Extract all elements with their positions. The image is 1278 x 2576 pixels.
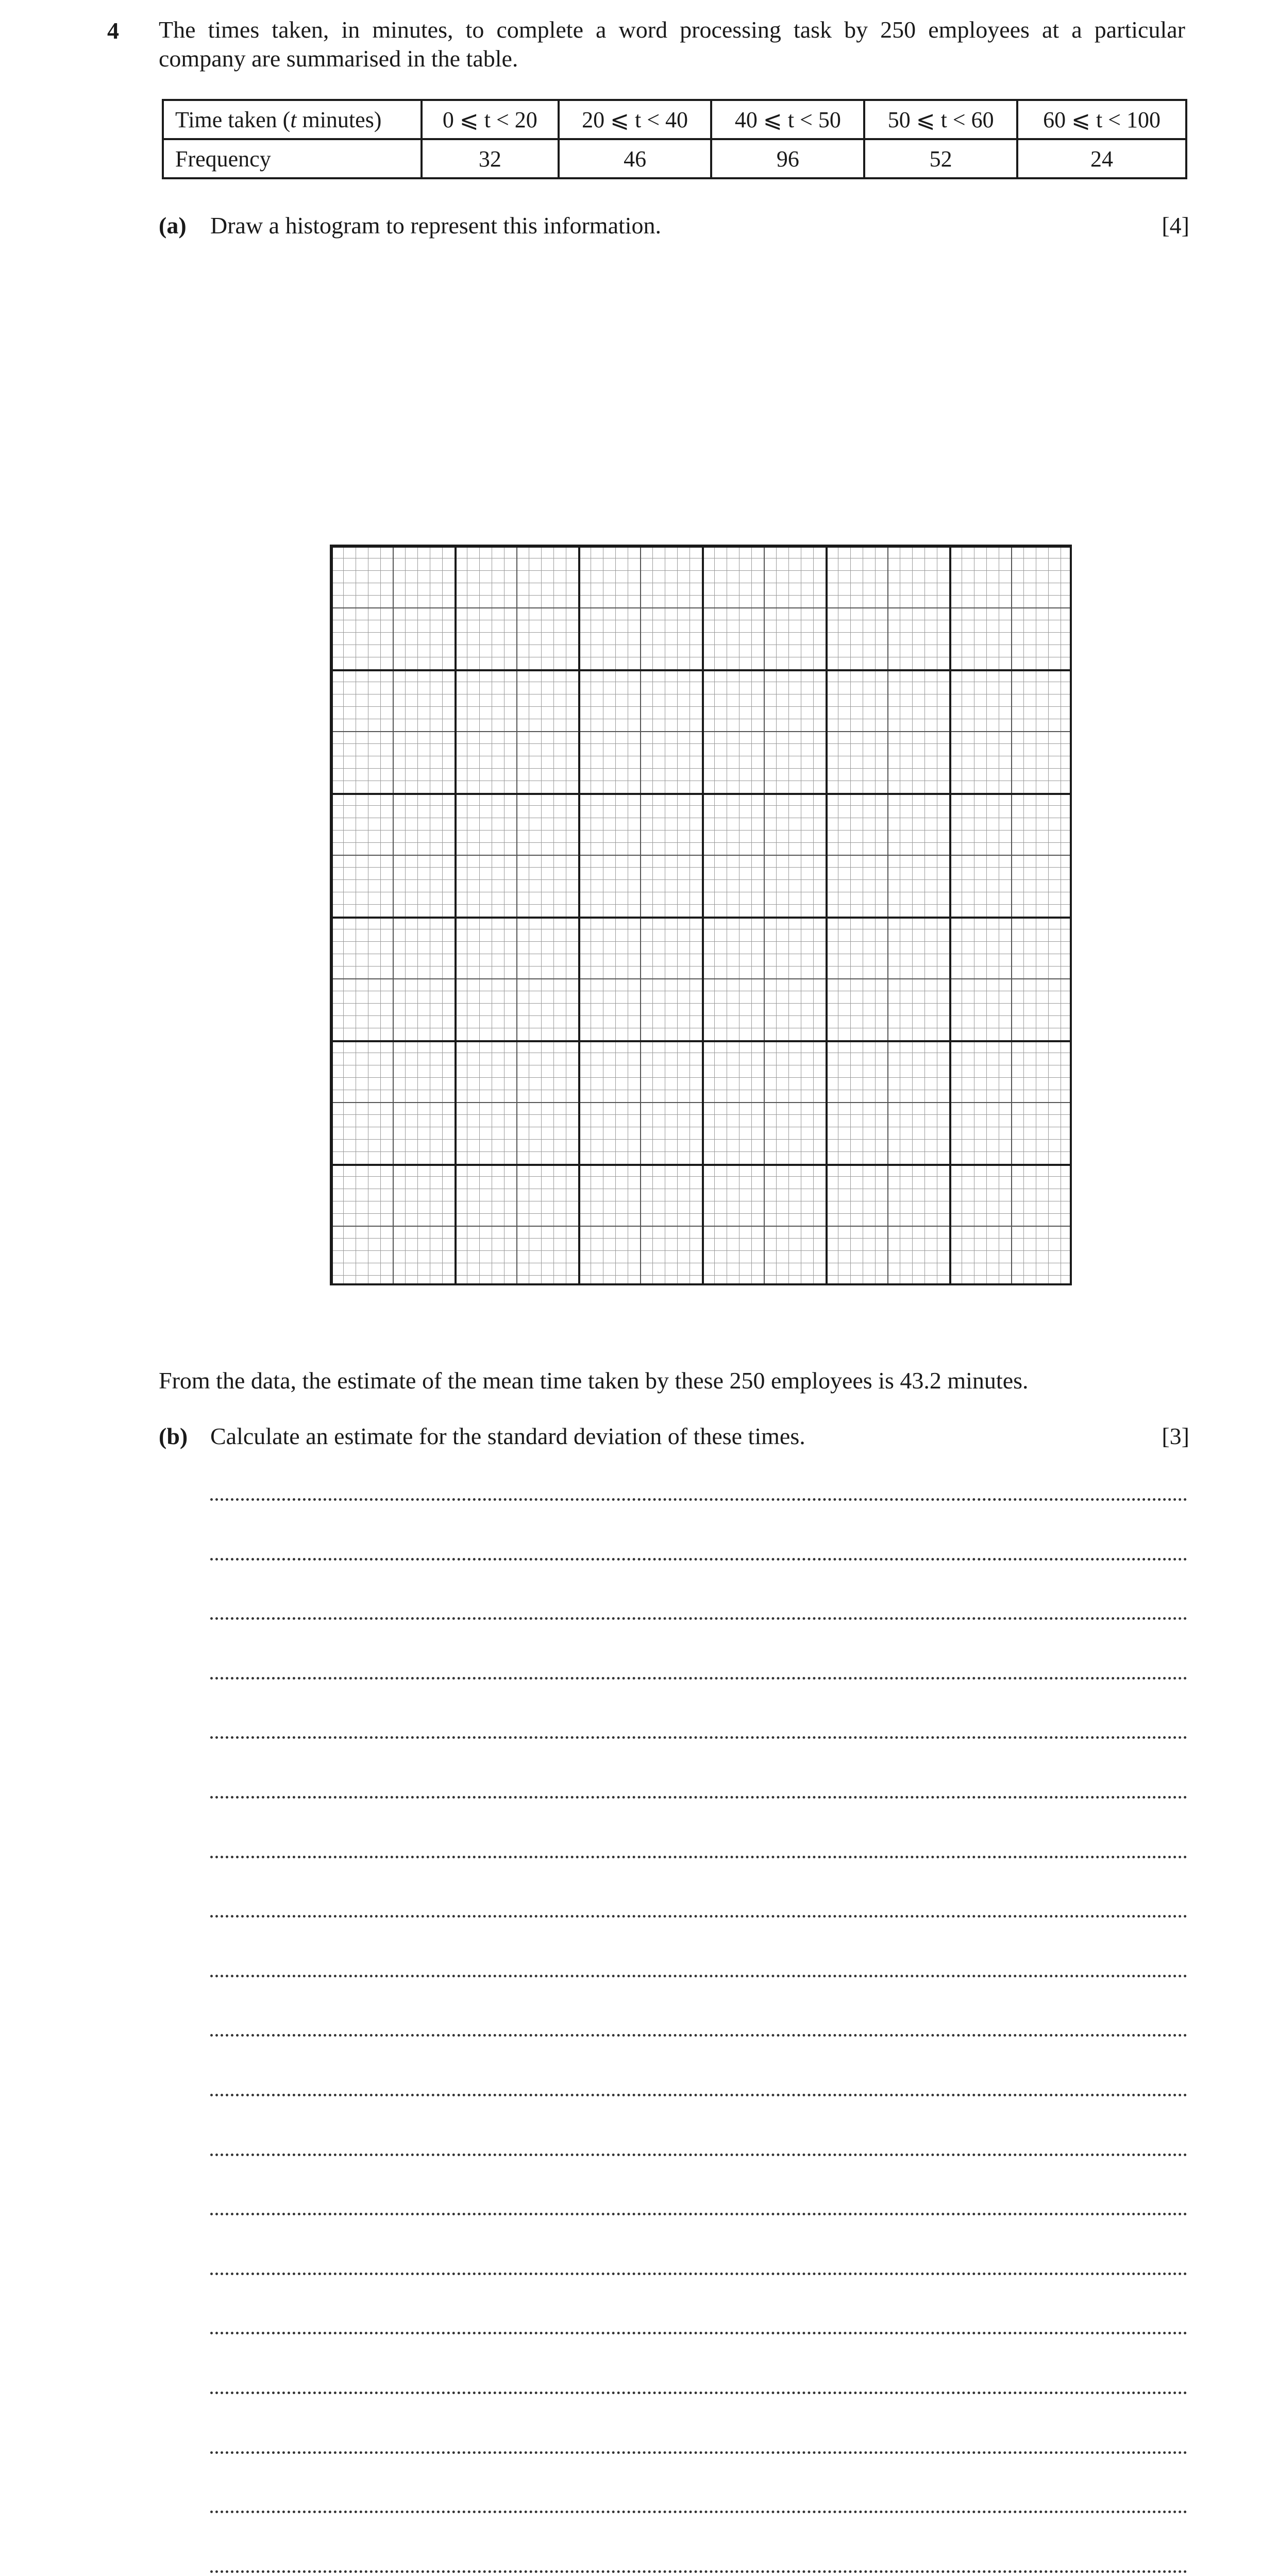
- interval-cell: 50 ⩽ t < 60: [864, 100, 1017, 139]
- frequency-cell: 52: [864, 139, 1017, 178]
- part-a-marks: [4]: [1162, 212, 1189, 239]
- table-row-time: [163, 100, 1186, 139]
- table-row-frequency: [163, 139, 1186, 178]
- answer-line[interactable]: [210, 2213, 1187, 2215]
- part-a-text: Draw a histogram to represent this information.: [210, 212, 662, 239]
- question-intro-line-1: The times taken, in minutes, to complete a word processing task by 250 employees at a particular: [159, 16, 1185, 43]
- frequency-table: [162, 99, 1187, 179]
- part-b-text: Calculate an estimate for the standard deviation of these times.: [210, 1423, 805, 1449]
- table-row-header-frequency: Frequency: [163, 139, 422, 178]
- question-number: 4: [107, 18, 119, 44]
- answer-line[interactable]: [210, 2094, 1187, 2096]
- answer-line[interactable]: [210, 2154, 1187, 2156]
- part-a-label: (a): [159, 212, 187, 239]
- answer-line[interactable]: [210, 1498, 1187, 1501]
- interval-cell: 40 ⩽ t < 50: [711, 100, 864, 139]
- answer-line[interactable]: [210, 2451, 1187, 2454]
- answer-line[interactable]: [210, 1915, 1187, 1918]
- frequency-cell: 24: [1017, 139, 1186, 178]
- part-b-label: (b): [159, 1423, 188, 1449]
- graph-paper-grid[interactable]: [330, 545, 1072, 1285]
- answer-line[interactable]: [210, 2511, 1187, 2513]
- answer-line[interactable]: [210, 1796, 1187, 1799]
- answer-line[interactable]: [210, 2273, 1187, 2275]
- frequency-cell: 46: [559, 139, 712, 178]
- question-text: [159, 15, 1185, 73]
- interval-cell: 20 ⩽ t < 40: [559, 100, 712, 139]
- mean-statement: From the data, the estimate of the mean time taken by these 250 employees is 43.2 minutes.: [159, 1367, 1029, 1394]
- answer-line[interactable]: [210, 2570, 1187, 2573]
- part-b-marks: [3]: [1162, 1423, 1189, 1449]
- answer-line[interactable]: [210, 2332, 1187, 2334]
- question-intro-line-2: company are summarised in the table.: [159, 45, 518, 72]
- interval-cell: 60 ⩽ t < 100: [1017, 100, 1186, 139]
- answer-line[interactable]: [210, 1856, 1187, 1858]
- answer-line[interactable]: [210, 1558, 1187, 1561]
- interval-cell: 0 ⩽ t < 20: [422, 100, 559, 139]
- frequency-cell: 32: [422, 139, 559, 178]
- answer-line[interactable]: [210, 2034, 1187, 2037]
- table-row-header-time: Time taken (t minutes): [163, 100, 422, 139]
- answer-line[interactable]: [210, 1736, 1187, 1739]
- answer-line[interactable]: [210, 2392, 1187, 2394]
- frequency-cell: 96: [711, 139, 864, 178]
- answer-line[interactable]: [210, 1617, 1187, 1620]
- answer-line[interactable]: [210, 1677, 1187, 1680]
- answer-line[interactable]: [210, 1975, 1187, 1977]
